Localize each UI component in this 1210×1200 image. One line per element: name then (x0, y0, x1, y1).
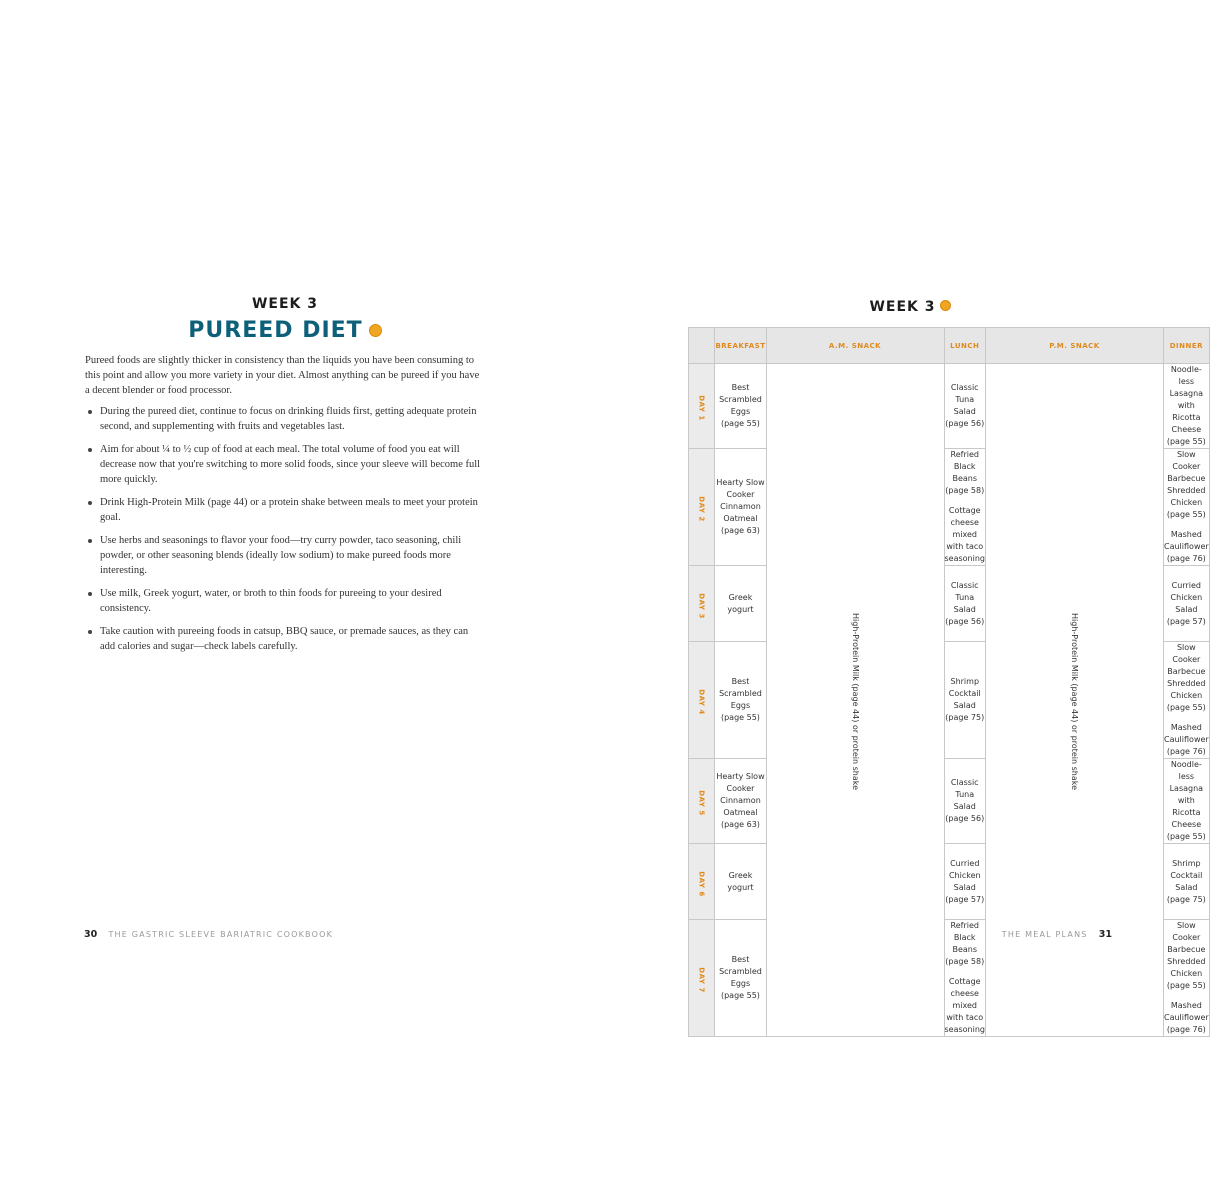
meal-text: Shrimp Cocktail Salad (948, 677, 981, 710)
meal-text: Hearty Slow Cooker (716, 772, 765, 793)
meal-text: Best Scrambled Eggs (719, 677, 762, 710)
tip-item: Aim for about ¼ to ½ cup of food at each meal. The total volume of food you eat will decrease now that you're switching to more solid foods, since your sleeve will become full more quickly. (85, 442, 485, 487)
book-title: THE GASTRIC SLEEVE BARIATRIC COOKBOOK (108, 930, 334, 939)
header-row (689, 328, 1210, 364)
day-label-cell (689, 566, 715, 642)
week-label: WEEK 3 (869, 299, 936, 315)
meal-text: Refried Black Beans (950, 450, 979, 483)
meal-text: (page 55) (720, 713, 760, 722)
meal-text: (page 76) (1166, 747, 1206, 756)
pm-snack-header: P.M. SNACK (986, 328, 1164, 364)
meal-text: (page 75) (945, 713, 985, 722)
meal-text: (page 57) (1166, 616, 1206, 626)
day-label: DAY 2 (697, 496, 706, 522)
tip-item: Take caution with pureeing foods in catsup, BBQ sauce, or premade sauces, as they can add calories and sugar—check labels carefully. (85, 624, 485, 654)
pm-snack-text: High-Protein Milk (page 44) or protein shake (1070, 613, 1079, 790)
tip-item: During the pureed diet, continue to focus on drinking fluids first, getting adequate protein second, and supplementing with fruits and vegetables last. (85, 404, 485, 434)
meal-text: Cottage cheese mixed (948, 506, 981, 539)
meal-text: (page 63) (720, 526, 760, 535)
breakfast-cell (715, 759, 766, 844)
meal-plan-title (860, 299, 960, 315)
day-label: DAY 1 (697, 395, 706, 421)
meal-text: (page 55) (1166, 437, 1206, 446)
tip-item: Use herbs and seasonings to flavor your food—try curry powder, taco seasoning, chili powder, or other seasoning blends (ideally low sodium) to make pureed foods more interesting. (85, 533, 485, 578)
meal-text: (page 55) (1166, 981, 1206, 990)
breakfast-cell (715, 364, 766, 449)
meal-text: Slow Cooker Barbecue (1167, 921, 1206, 954)
dinner-cell (1164, 566, 1210, 642)
left-page (85, 296, 485, 662)
meal-text: Greek yogurt (727, 592, 754, 614)
breakfast-cell (715, 566, 766, 642)
meal-text: Hearty Slow Cooker (716, 478, 765, 499)
meal-text: (page 75) (1166, 894, 1206, 904)
meal-text: Shrimp Cocktail Salad (1170, 858, 1203, 892)
day-label-cell (689, 364, 715, 449)
lunch-cell (944, 449, 986, 566)
page-number: 31 (1098, 929, 1112, 940)
tip-item: Drink High-Protein Milk (page 44) or a protein shake between meals to meet your protein goal. (85, 495, 485, 525)
day-label: DAY 4 (697, 689, 706, 715)
meal-text: Shredded Chicken (1167, 486, 1206, 507)
meal-text: Cinnamon Oatmeal (720, 502, 761, 523)
meal-plan-body (689, 364, 1210, 1037)
meal-text: (page 55) (720, 419, 760, 428)
meal-text: Mashed Cauliflower (1164, 1001, 1209, 1022)
day-label-cell (689, 920, 715, 1037)
breakfast-cell (715, 920, 766, 1037)
week-label: WEEK 3 (251, 296, 319, 312)
section-title: THE MEAL PLANS (1001, 930, 1088, 939)
meal-text: Cinnamon Oatmeal (720, 796, 761, 817)
lunch-cell (944, 642, 986, 759)
meal-text: (page 56) (945, 814, 985, 823)
lunch-cell (944, 364, 986, 449)
meal-text: Shredded Chicken (1167, 957, 1206, 978)
meal-text: Classic Tuna Salad (950, 580, 979, 614)
meal-text: Shredded Chicken (1167, 679, 1206, 700)
day-label: DAY 5 (697, 790, 706, 816)
breakfast-header: BREAKFAST (715, 328, 766, 364)
meal-text: Cottage cheese mixed (948, 977, 981, 1010)
meal-text: with Ricotta Cheese (1171, 401, 1202, 434)
am-snack-text: High-Protein Milk (page 44) or protein shake (850, 613, 860, 790)
meal-text: Best Scrambled Eggs (719, 955, 762, 988)
tip-item: Use milk, Greek yogurt, water, or broth to thin foods for pureeing to your desired consistency. (85, 586, 485, 616)
meal-plan-table (688, 327, 1210, 1037)
meal-text: with Ricotta Cheese (1171, 796, 1202, 829)
meal-text: Classic Tuna Salad (950, 383, 979, 416)
page-title: PUREED DIET (188, 318, 363, 343)
meal-text: (page 55) (1166, 510, 1206, 519)
left-footer (84, 929, 333, 940)
dinner-cell (1164, 364, 1210, 449)
lunch-cell (944, 566, 986, 642)
lunch-cell (944, 920, 986, 1037)
meal-text: (page 56) (945, 616, 985, 626)
intro-paragraph: Pureed foods are slightly thicker in consistency than the liquids you have been consuming to this point and allow you more variety in your diet. Almost anything can be pureed if you have a decent blender or food processor. (85, 355, 480, 396)
day-label: DAY 7 (697, 967, 706, 993)
meal-text: with taco seasoning (944, 1013, 985, 1034)
breakfast-cell (715, 449, 766, 566)
item-gap (945, 968, 986, 976)
day-label-cell (689, 759, 715, 844)
meal-text: Curried Chicken Salad (948, 858, 981, 892)
meal-text: (page 55) (1166, 832, 1206, 841)
dinner-cell (1164, 449, 1210, 566)
orange-badge-icon (369, 324, 382, 337)
title-row (85, 318, 485, 343)
meal-text: (page 55) (1166, 703, 1206, 712)
lunch-header: LUNCH (944, 328, 986, 364)
dinner-cell (1164, 920, 1210, 1037)
meal-text: Classic Tuna Salad (950, 778, 979, 811)
day-row (689, 364, 1210, 449)
meal-text: with taco seasoning (944, 542, 985, 563)
dinner-cell (1164, 844, 1210, 920)
day-label-cell (689, 642, 715, 759)
meal-text: (page 76) (1166, 554, 1206, 563)
am-snack-cell (766, 364, 944, 1037)
day-label-cell (689, 449, 715, 566)
meal-text: Best Scrambled Eggs (719, 383, 762, 416)
page-number: 30 (84, 929, 98, 940)
meal-text: (page 57) (945, 894, 985, 904)
meal-text: Slow Cooker Barbecue (1167, 450, 1206, 483)
meal-text: (page 63) (720, 820, 760, 829)
lunch-cell (944, 759, 986, 844)
meal-text: Curried Chicken Salad (1170, 580, 1203, 614)
meal-text: (page 58) (945, 486, 985, 495)
meal-text: (page 56) (945, 419, 985, 428)
orange-badge-icon (940, 300, 951, 311)
lunch-cell (944, 844, 986, 920)
meal-text: Refried Black Beans (950, 921, 979, 954)
meal-text: Slow Cooker Barbecue (1167, 643, 1206, 676)
tips-list (85, 404, 485, 654)
corner-cell (689, 328, 715, 364)
meal-text: (page 55) (720, 991, 760, 1000)
meal-text: (page 76) (1166, 1025, 1206, 1034)
meal-text: Greek yogurt (727, 870, 754, 892)
dinner-header: DINNER (1164, 328, 1210, 364)
item-gap (945, 497, 986, 505)
meal-text: Mashed Cauliflower (1164, 723, 1209, 744)
meal-text: Noodle-less Lasagna (1169, 760, 1204, 793)
item-gap (1164, 992, 1209, 1000)
item-gap (1164, 714, 1209, 722)
meal-text: Mashed Cauliflower (1164, 530, 1209, 551)
day-label: DAY 6 (697, 870, 706, 897)
breakfast-cell (715, 844, 766, 920)
item-gap (1164, 521, 1209, 529)
meal-text: Noodle-less Lasagna (1169, 365, 1204, 398)
dinner-cell (1164, 642, 1210, 759)
right-footer (1002, 929, 1112, 940)
am-snack-header: A.M. SNACK (766, 328, 944, 364)
meal-text: (page 58) (945, 957, 985, 966)
day-label-cell (689, 844, 715, 920)
breakfast-cell (715, 642, 766, 759)
day-label: DAY 3 (697, 592, 706, 619)
dinner-cell (1164, 759, 1210, 844)
